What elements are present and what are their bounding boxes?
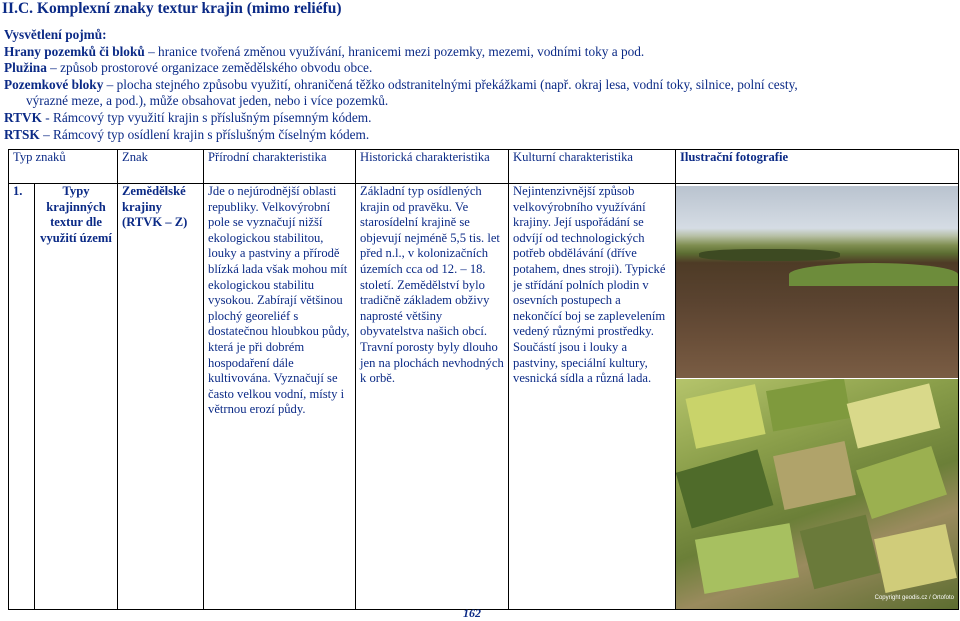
table-row	[9, 184, 959, 610]
definition-item: Plužina – způsob prostorové organizace zemědělského obvodu obce.	[4, 60, 373, 76]
definition-item: Hrany pozemků či bloků – hranice tvořená změnou využívání, hranicemi mezi pozemky, mezemi, vodními toky a pod.	[4, 43, 645, 59]
row-number: 1.	[9, 184, 35, 610]
header-kulturni: Kulturní charakteristika	[509, 150, 676, 184]
row-historicka: Základní typ osídlených krajin od pravěku. Ve starosídelní krajině se objevují nejméně 5,5 tis. let před n.l., v kolonizačních územích cca od 12. – 18. století. Zemědělství bylo tradičně základem obživy naprosté většiny obyvatelstva našich obcí. Travní porosty byly dlouho jen na plochách nevhodných k orbě.	[356, 184, 509, 610]
definitions-title: Vysvětlení pojmů:	[4, 27, 107, 42]
row-prirodni: Jde o nejúrodnější oblasti republiky. Velkovýrobní pole se vyznačují nižší ekologickou stabilitou, louky a pastviny a přírodě blízká lada však mohou mít ekologickou stabilitu vysokou. Zabírají většinou plochý georeliéf s dostatečnou hloubkou půdy, která je při dobrém hospodaření dále kultivována. Vyznačují se často velkou vodní, místy i větrnou erozí půdy.	[204, 184, 356, 610]
table-header-row	[9, 150, 959, 184]
photo-credit: Copyright geodis.cz / Ortofoto	[874, 595, 955, 602]
definition-item: RTVK - Rámcový typ využití krajin s příslušným písemným kódem.	[4, 109, 372, 125]
page-title: II.C. Komplexní znaky textur krajin (mimo reliéfu)	[2, 0, 342, 17]
aerial-photo	[676, 379, 958, 609]
row-kulturni: Nejintenzivnější způsob velkovýrobního využívání krajiny. Její uspořádání se odvíjí od technologických potřeb obdělávání (dříve potahem, dnes stroji). Typické je střídání polních plodin v osevních postupech a nekončící boj se zaplevelením vedený různými prostředky. Součástí jsou i louky a pastviny, speciální kultury, vesnická sídla a různá lada.	[509, 184, 676, 610]
textures-table	[8, 149, 959, 610]
photos-cell	[676, 184, 959, 610]
definition-item: Pozemkové bloky – plocha stejného způsobu využití, ohraničená těžko odstranitelnými překážkami (např. okraj lesa, vodní toky, silnice, polní cesty,	[4, 76, 798, 92]
header-foto: Ilustrační fotografie	[676, 150, 959, 184]
row-znak: Zemědělské krajiny (RTVK – Z)	[118, 184, 204, 610]
page-number: 162	[463, 606, 481, 620]
row-typ: Typy krajinných textur dle využití území	[35, 184, 118, 610]
landscape-photo	[676, 186, 958, 378]
header-prirodni: Přírodní charakteristika	[204, 150, 356, 184]
definitions	[4, 27, 954, 143]
definition-item: výrazné meze, a pod.), může obsahovat jeden, nebo i více pozemků.	[26, 93, 389, 109]
definition-item: RTSK – Rámcový typ osídlení krajin s příslušným číselným kódem.	[4, 126, 370, 142]
header-historicka: Historická charakteristika	[356, 150, 509, 184]
header-typ: Typ znaků	[9, 150, 118, 184]
header-znak: Znak	[118, 150, 204, 184]
